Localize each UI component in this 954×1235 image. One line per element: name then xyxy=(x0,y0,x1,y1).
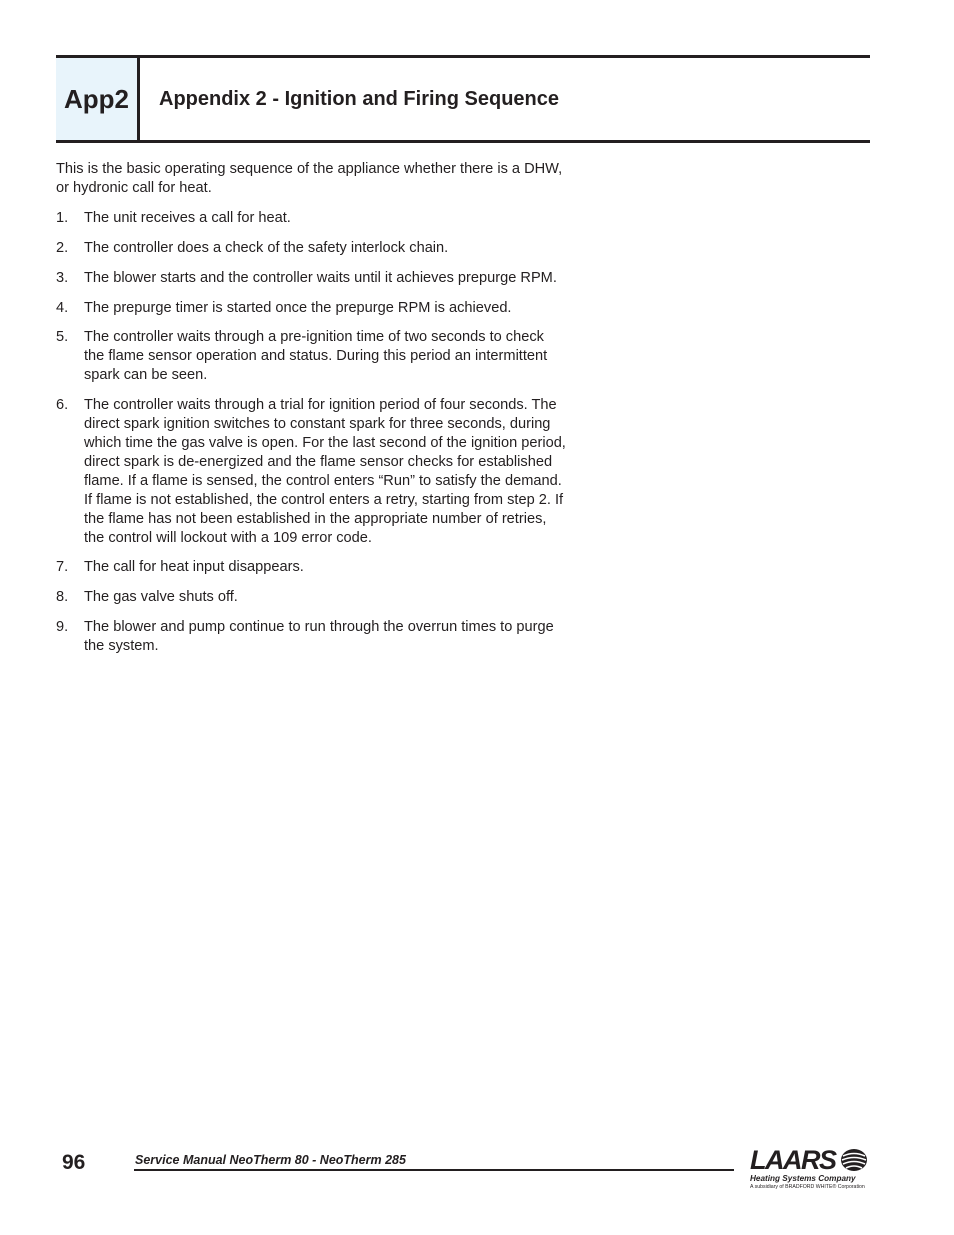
footer-divider xyxy=(134,1169,734,1171)
step-number: 8. xyxy=(56,589,69,606)
list-item xyxy=(56,588,566,607)
section-header xyxy=(56,55,870,143)
step-number: 4. xyxy=(56,299,69,316)
intro-paragraph: This is the basic operating sequence of the appliance whether there is a DHW, or hydronic call for heat. xyxy=(56,161,563,196)
step-text: The controller waits through a trial for ignition period of four seconds. The direct spark ignition switches to constant spark for three seconds, during which time the gas valve is open. For the last second of the ignition period, direct spark is de-energized and the flame sensor checks for established flame. If a flame is sensed, the control enters “Run” to satisfy the demand. If flame is not established, the control enters a retry, starting from step 2. If the flame has not been established in the appropriate number of retries, the control will lockout with a 109 error code. xyxy=(84,397,566,546)
page-title: Appendix 2 - Ignition and Firing Sequence xyxy=(159,88,560,110)
appendix-tab xyxy=(56,58,140,140)
step-text: The unit receives a call for heat. xyxy=(84,209,291,226)
body-content xyxy=(56,160,566,667)
step-text: The blower starts and the controller waits until it achieves prepurge RPM. xyxy=(84,269,557,286)
list-item xyxy=(56,239,566,258)
step-number: 2. xyxy=(56,239,69,256)
manual-title: Service Manual NeoTherm 80 - NeoTherm 285 xyxy=(135,1153,406,1167)
coil-logo-icon xyxy=(840,1148,868,1172)
appendix-tab-label: App2 xyxy=(64,83,129,114)
list-item xyxy=(56,618,566,656)
logo-subsidiary: A subsidiary of BRADFORD WHITE® Corporation xyxy=(750,1184,865,1190)
step-text: The gas valve shuts off. xyxy=(84,589,238,606)
list-item xyxy=(56,269,566,288)
step-text: The controller waits through a pre-ignition time of two seconds to check the flame sensor operation and status. During this period an intermittent spark can be seen. xyxy=(84,329,548,384)
step-text: The prepurge timer is started once the prepurge RPM is achieved. xyxy=(84,299,512,316)
logo-wordmark: LAARS xyxy=(750,1145,836,1175)
step-number: 6. xyxy=(56,397,69,414)
sequence-list xyxy=(56,209,566,656)
step-number: 9. xyxy=(56,619,69,636)
laars-logo xyxy=(748,1145,870,1193)
step-number: 3. xyxy=(56,269,69,286)
list-item xyxy=(56,328,566,385)
list-item xyxy=(56,299,566,318)
step-number: 5. xyxy=(56,329,69,346)
step-text: The call for heat input disappears. xyxy=(84,559,304,576)
list-item xyxy=(56,558,566,577)
step-number: 7. xyxy=(56,559,69,576)
step-text: The blower and pump continue to run through the overrun times to purge the system. xyxy=(84,619,554,655)
list-item xyxy=(56,396,566,547)
step-text: The controller does a check of the safety interlock chain. xyxy=(84,239,449,256)
list-item xyxy=(56,209,566,228)
step-number: 1. xyxy=(56,209,69,226)
logo-tagline: Heating Systems Company xyxy=(750,1174,856,1183)
page-number: 96 xyxy=(62,1151,86,1174)
